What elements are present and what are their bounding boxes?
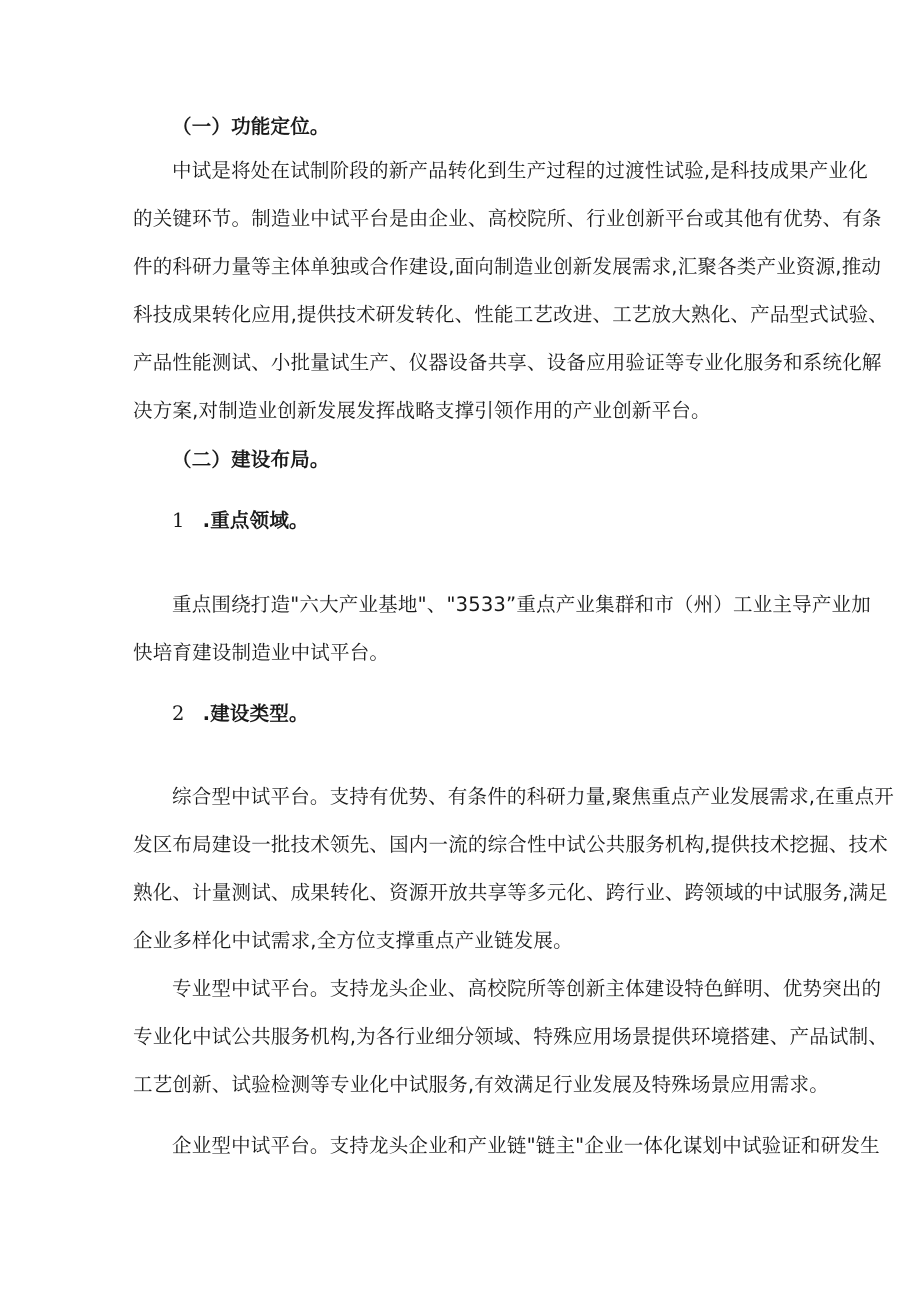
paragraph-line: 快培育建设制造业中试平台。 bbox=[133, 641, 390, 664]
paragraph-line: 企业多样化中试需求,全方位支撑重点产业链发展。 bbox=[133, 929, 573, 952]
paragraph-line: 企业型中试平台。支持龙头企业和产业链"链主"企业一体化谋划中试验证和研发生 bbox=[172, 1134, 880, 1157]
subsection-heading-key-fields bbox=[172, 508, 309, 534]
section-heading-functional-positioning: （一）功能定位。 bbox=[172, 115, 330, 138]
paragraph-line: 件的科研力量等主体单独或合作建设,面向制造业创新发展需求,汇聚各类产业资源,推动 bbox=[133, 255, 882, 278]
item-title: .建设类型。 bbox=[202, 702, 309, 725]
paragraph-line: 熟化、计量测试、成果转化、资源开放共享等多元化、跨行业、跨领域的中试服务,满足 bbox=[133, 881, 888, 904]
paragraph-line: 发区布局建设一批技术领先、国内一流的综合性中试公共服务机构,提供技术挖掘、技术 bbox=[133, 833, 888, 856]
subsection-heading-construction-types bbox=[172, 701, 309, 727]
paragraph-line: 产品性能测试、小批量试生产、仪器设备共享、设备应用验证等专业化服务和系统化解 bbox=[133, 351, 882, 374]
paragraph-line: 的关键环节。制造业中试平台是由企业、高校院所、行业创新平台或其他有优势、有条 bbox=[133, 207, 882, 230]
item-title: .重点领域。 bbox=[202, 509, 309, 532]
paragraph-line: 专业型中试平台。支持龙头企业、高校院所等创新主体建设特色鲜明、优势突出的 bbox=[172, 977, 882, 1000]
item-number: 2 bbox=[172, 702, 185, 725]
paragraph-line: 科技成果转化应用,提供技术研发转化、性能工艺改进、工艺放大熟化、产品型式试验、 bbox=[133, 303, 888, 326]
paragraph-line: 工艺创新、试验检测等专业化中试服务,有效满足行业发展及特殊场景应用需求。 bbox=[133, 1073, 829, 1096]
item-number: 1 bbox=[172, 509, 185, 532]
paragraph-line: 重点围绕打造"六大产业基地"、"3533”重点产业集群和市（州）工业主导产业加 bbox=[172, 593, 871, 616]
paragraph-line: 专业化中试公共服务机构,为各行业细分领域、特殊应用场景提供环境搭建、产品试制、 bbox=[133, 1025, 888, 1048]
paragraph-line: 决方案,对制造业创新发展发挥战略支撑引领作用的产业创新平台。 bbox=[133, 399, 711, 422]
paragraph-line: 中试是将处在试制阶段的新产品转化到生产过程的过渡性试验,是科技成果产业化 bbox=[172, 159, 868, 182]
section-heading-construction-layout: （二）建设布局。 bbox=[172, 448, 330, 471]
paragraph-line: 综合型中试平台。支持有优势、有条件的科研力量,聚焦重点产业发展需求,在重点开 bbox=[172, 785, 894, 808]
